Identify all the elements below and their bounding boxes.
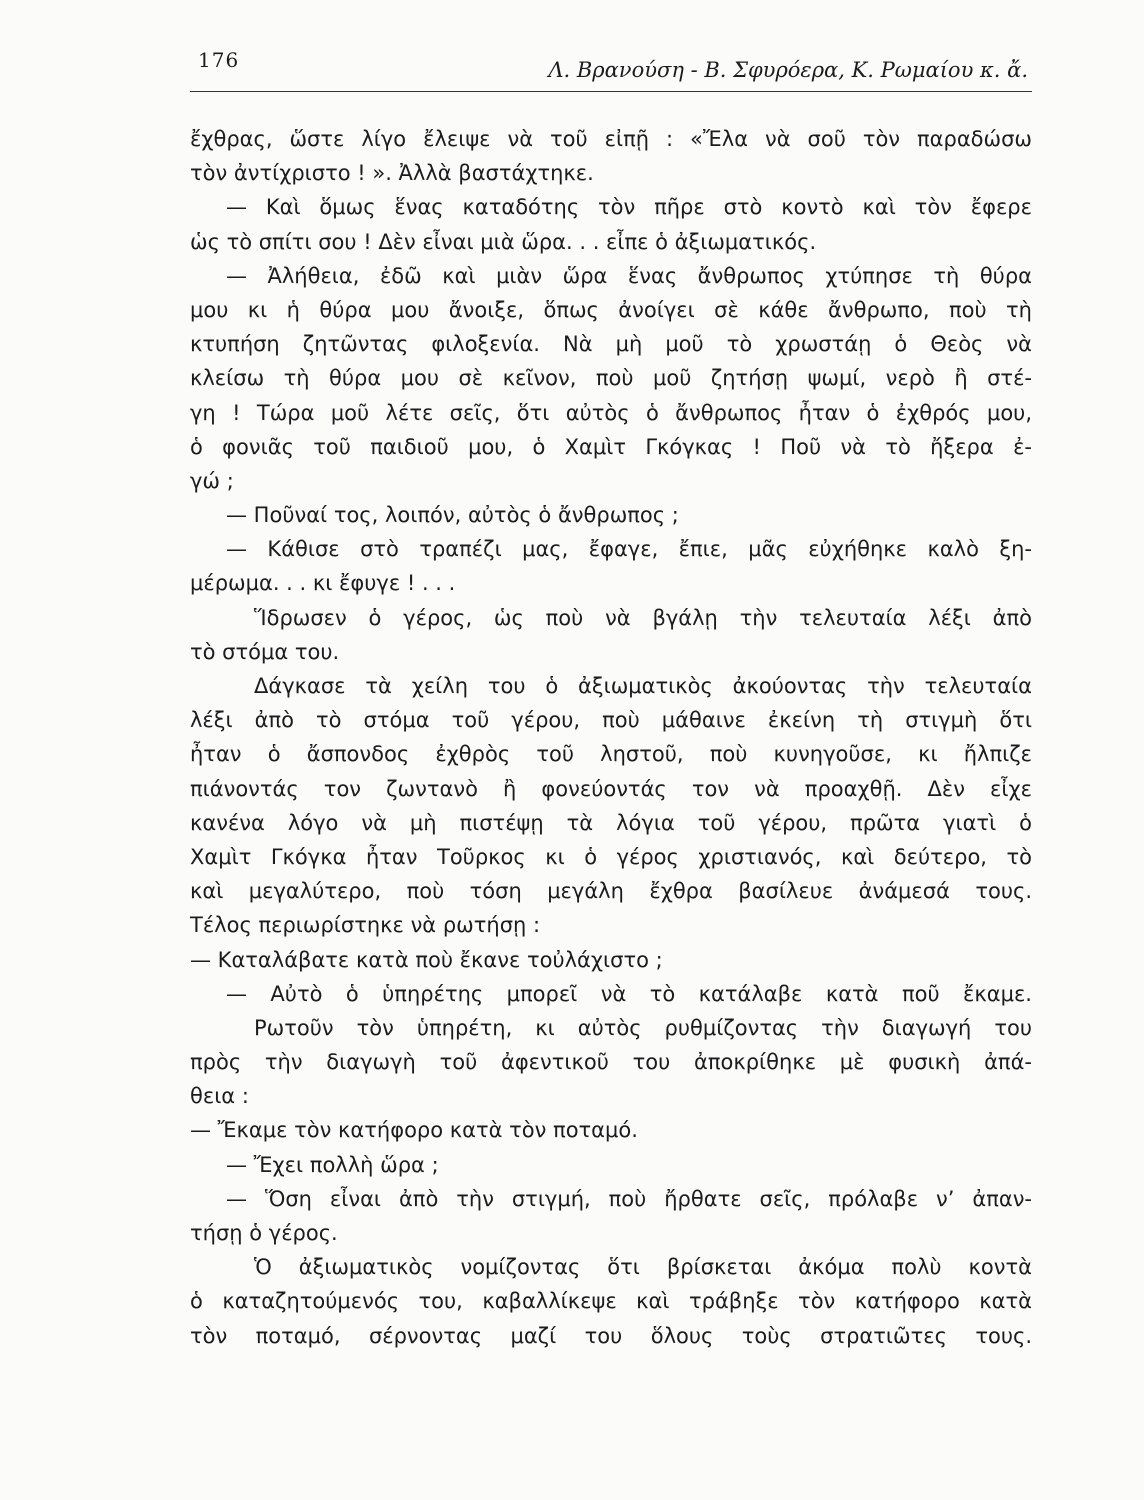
text-line: — Καταλάβατε κατὰ ποὺ ἔκανε τοὐλάχιστο ; [190, 947, 663, 972]
text-line: — Καὶ ὅμως ἕνας καταδότης τὸν πῆρε στὸ κοντὸ καὶ τὸν ἔφερε [226, 195, 1032, 220]
running-head: Λ. Βρανούση - Β. Σφυρόερα, Κ. Ρωμαίου κ. ἄ. [548, 58, 1028, 82]
text-line: μου κι ἡ θύρα μου ἄνοιξε, ὅπως ἀνοίγει σὲ κάθε ἄνθρωπο, ποὺ τὴ [190, 297, 1032, 322]
text-line: Χαμὶτ Γκόγκα ἦταν Τοῦρκος κι ὁ γέρος χριστιανός, καὶ δεύτερο, τὸ [190, 844, 1032, 869]
text-line: κλείσω τὴ θύρα μου σὲ κεῖνον, ποὺ μοῦ ζητήσῃ ψωμί, νερὸ ἢ στέ- [190, 366, 1032, 391]
text-line: ὁ φονιᾶς τοῦ παιδιοῦ μου, ὁ Χαμὶτ Γκόγκας ! Ποῦ νὰ τὸ ἤξερα ἐ- [190, 434, 1032, 459]
text-line: μέρωμα. . . κι ἔφυγε ! . . . [190, 571, 456, 596]
text-line: κανένα λόγο νὰ μὴ πιστέψῃ τὰ λόγια τοῦ γέρου, πρῶτα γιατὶ ὁ [190, 810, 1032, 835]
text-line: Τέλος περιωρίστηκε νὰ ρωτήσῃ : [190, 913, 541, 938]
text-line: λέξι ἀπὸ τὸ στόμα τοῦ γέρου, ποὺ μάθαινε ἐκείνη τὴ στιγμὴ ὅτι [190, 708, 1032, 733]
text-line: πρὸς τὴν διαγωγὴ τοῦ ἀφεντικοῦ του ἀποκρίθηκε μὲ φυσικὴ ἀπά- [190, 1050, 1032, 1075]
text-line: — Ὅση εἶναι ἀπὸ τὴν στιγμή, ποὺ ἤρθατε σεῖς, πρόλαβε ν’ ἀπαν- [226, 1186, 1032, 1211]
page-header [190, 46, 1032, 86]
text-line: τὸ στόμα του. [190, 639, 340, 664]
text-line: — Ἔκαμε τὸν κατήφορο κατὰ τὸν ποταμό. [190, 1118, 638, 1143]
text-line: — Ποῦναί τος, λοιπόν, αὐτὸς ὁ ἄνθρωπος ; [226, 503, 679, 528]
text-line: καὶ μεγαλύτερο, ποὺ τόση μεγάλη ἔχθρα βασίλευε ἀνάμεσά τους. [190, 879, 1032, 904]
text-line: Ὁ ἀξιωματικὸς νομίζοντας ὅτι βρίσκεται ἀκόμα πολὺ κοντὰ [254, 1255, 1032, 1280]
page-number: 176 [198, 48, 240, 72]
text-line: Δάγκασε τὰ χείλη του ὁ ἀξιωματικὸς ἀκούοντας τὴν τελευταία [254, 674, 1032, 698]
text-line: ἦταν ὁ ἄσπονδος ἐχθρὸς τοῦ ληστοῦ, ποὺ κυνηγοῦσε, κι ἤλπιζε [190, 742, 1032, 767]
text-line: τήσῃ ὁ γέρος. [190, 1221, 338, 1245]
text-line: ὁ καταζητούμενός του, καβαλλίκεψε καὶ τράβηξε τὸν κατήφορο κατὰ [190, 1289, 1032, 1314]
text-line: ὡς τὸ σπίτι σου ! Δὲν εἶναι μιὰ ὥρα. . . εἶπε ὁ ἀξιωματικός. [190, 229, 817, 254]
text-line: γη ! Τώρα μοῦ λέτε σεῖς, ὅτι αὐτὸς ὁ ἄνθρωπος ἦταν ὁ ἐχθρός μου, [190, 400, 1032, 425]
text-line: — Αὐτὸ ὁ ὑπηρέτης μπορεῖ νὰ τὸ κατάλαβε κατὰ ποῦ ἔκαμε. [226, 981, 1032, 1006]
text-line: Ρωτοῦν τὸν ὑπηρέτη, κι αὐτὸς ρυθμίζοντας τὴν διαγωγή του [254, 1015, 1032, 1040]
text-line: Ἵδρωσεν ὁ γέρος, ὡς ποὺ νὰ βγάλῃ τὴν τελευταία λέξι ἀπὸ [254, 605, 1032, 630]
text-line: ἔχθρας, ὥστε λίγο ἔλειψε νὰ τοῦ εἰπῇ : «Ἔλα νὰ σοῦ τὸν παραδώσω [190, 127, 1032, 151]
text-line: τὸν ποταμό, σέρνοντας μαζί του ὅλους τοὺς στρατιῶτες τους. [190, 1323, 1032, 1348]
text-line: — Ἔχει πολλὴ ὥρα ; [226, 1152, 439, 1177]
text-line: θεια : [190, 1084, 249, 1109]
text-line: — Κάθισε στὸ τραπέζι μας, ἔφαγε, ἔπιε, μᾶς εὐχήθηκε καλὸ ξη- [226, 537, 1032, 562]
text-line: γώ ; [190, 468, 234, 493]
body-text [190, 122, 1032, 1353]
text-line: πιάνοντάς τον ζωντανὸ ἢ φονεύοντάς τον νὰ προαχθῇ. Δὲν εἶχε [190, 776, 1032, 801]
text-line: κτυπήση ζητῶντας φιλοξενία. Νὰ μὴ μοῦ τὸ χρωστάῃ ὁ Θεὸς νὰ [190, 332, 1032, 357]
text-line: τὸν ἀντίχριστο ! ». Ἀλλὰ βαστάχτηκε. [190, 161, 594, 186]
header-rule [190, 91, 1032, 92]
text-line: — Ἀλήθεια, ἐδῶ καὶ μιὰν ὥρα ἕνας ἄνθρωπος χτύπησε τὴ θύρα [226, 263, 1032, 288]
